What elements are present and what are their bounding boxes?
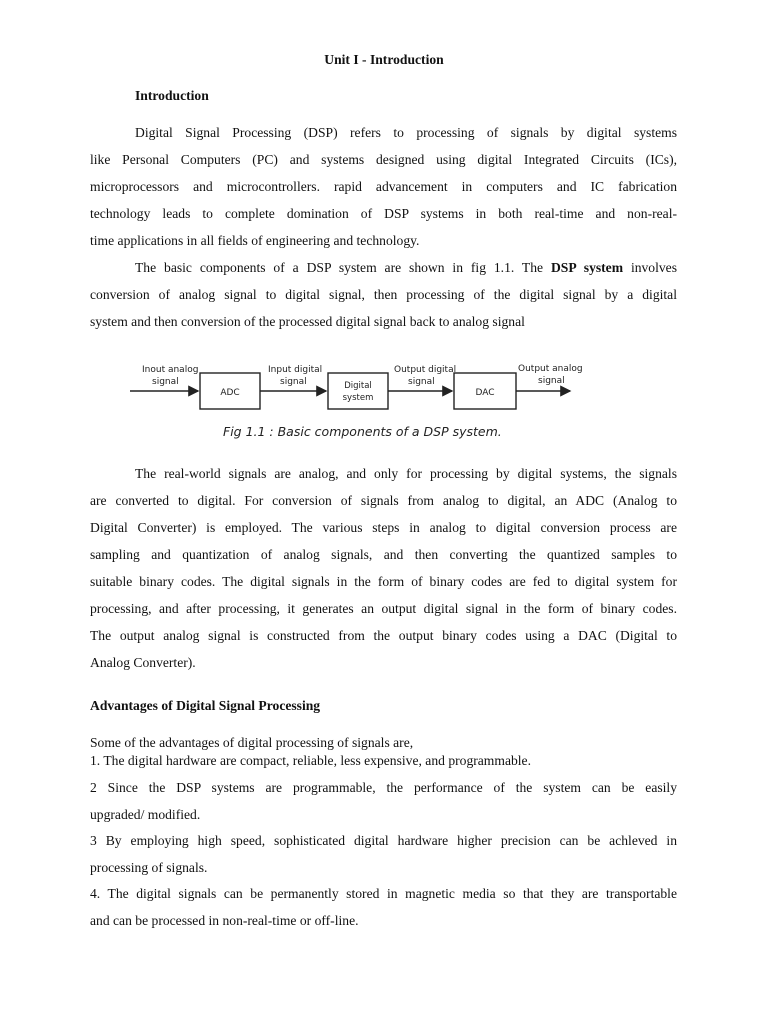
digital-system-block: [328, 373, 388, 409]
adc-label: ADC: [220, 388, 240, 398]
input-digital-label: Input digital: [268, 365, 323, 375]
paragraph-line: time applications in all fields of engineering and technology.: [90, 233, 420, 248]
paragraph-line: processing, and after processing, it generates an output digital signal in the form of binary codes.: [90, 601, 677, 616]
paragraph-line: conversion of analog signal to digital signal, then processing of the digital signal by a digital: [90, 287, 677, 302]
paragraph-line: The output analog signal is constructed from the output binary codes using a DAC (Digital to: [90, 628, 677, 643]
bold-term-dsp-system: DSP system: [550, 260, 624, 275]
dsp-block-diagram: [130, 358, 590, 448]
text-run: involves: [623, 260, 678, 275]
list-item: 3 By employing high speed, sophisticated digital hardware higher precision can be achleved in: [90, 833, 677, 848]
section-heading-introduction: Introduction: [135, 88, 209, 103]
paragraph-line: Analog Converter).: [90, 655, 196, 670]
output-analog-label: signal: [538, 376, 565, 386]
list-item: 2 Since the DSP systems are programmable, the performance of the system can be easily: [90, 780, 677, 795]
list-item: 1. The digital hardware are compact, reliable, less expensive, and programmable.: [90, 753, 531, 768]
output-analog-label: Output analog: [518, 364, 583, 374]
input-analog-label: signal: [152, 377, 179, 387]
paragraph-line: microprocessors and microcontrollers. rapid advancement in computers and IC fabrication: [90, 179, 677, 194]
output-digital-label: Output digital: [394, 365, 457, 375]
digital-system-label: system: [342, 393, 374, 403]
figure-caption: Fig 1.1 : Basic components of a DSP system.: [223, 424, 502, 439]
paragraph-line: system and then conversion of the processed digital signal back to analog signal: [90, 314, 525, 329]
digital-system-label: Digital: [344, 381, 372, 391]
paragraph-line: are converted to digital. For conversion of signals from analog to digital, an ADC (Analog to: [90, 493, 677, 508]
section-heading-advantages: Advantages of Digital Signal Processing: [90, 698, 321, 713]
paragraph-line: Digital Signal Processing (DSP) refers to processing of signals by digital systems: [135, 125, 677, 140]
paragraph-line: [135, 259, 677, 277]
paragraph-line: technology leads to complete domination of DSP systems in both real-time and non-real-: [90, 206, 677, 221]
paragraph-line: The real-world signals are analog, and only for processing by digital systems, the signals: [135, 466, 677, 481]
paragraph-line: suitable binary codes. The digital signals in the form of binary codes are fed to digital system for: [90, 574, 677, 589]
paragraph-line: Digital Converter) is employed. The various steps in analog to digital conversion process are: [90, 520, 677, 535]
page-title: Unit I - Introduction: [324, 52, 444, 67]
list-item: 4. The digital signals can be permanently stored in magnetic media so that they are transportable: [90, 886, 677, 901]
input-digital-label: signal: [280, 377, 307, 387]
paragraph-line: sampling and quantization of analog signals, and then converting the quantized samples to: [90, 547, 677, 562]
list-item-continuation: and can be processed in non-real-time or off-line.: [90, 913, 359, 928]
list-item-continuation: processing of signals.: [90, 860, 208, 875]
list-intro: Some of the advantages of digital processing of signals are,: [90, 735, 414, 750]
dac-label: DAC: [475, 388, 495, 398]
text-run: The basic components of a DSP system are shown in fig 1.1. The: [135, 260, 551, 275]
list-item-continuation: upgraded/ modified.: [90, 807, 201, 822]
input-analog-label: Inout analog: [142, 365, 199, 375]
output-digital-label: signal: [408, 377, 435, 387]
paragraph-line: like Personal Computers (PC) and systems designed using digital Integrated Circuits (ICs),: [90, 152, 677, 167]
